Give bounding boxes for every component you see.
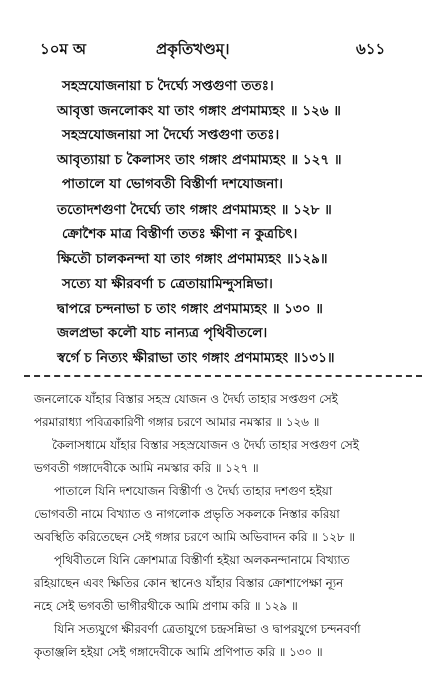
translation-line: কৃতাঞ্জলি হইয়া সেই গঙ্গাদেবীকে আমি প্রণিপাত করি ॥ ১৩০ ॥: [34, 645, 323, 659]
translation-line: নহে সেই ভগবতী ভাগীরথীকে আমি প্রণাম করি ॥ ১২৯ ॥: [34, 599, 298, 613]
translation-line: পাতালে যিনি দশযোজন বিস্তীর্ণা ও দৈর্ঘ্য তাহার দশগুণ হইয়া: [54, 484, 333, 498]
translation-line: অবস্থিতি করিতেছেন সেই গঙ্গার চরণে আমি অভিবাদন করি ॥ ১২৮ ॥: [34, 530, 355, 544]
verse-line: ক্ষিতৌ চালকনন্দা যা তাং গঙ্গাং প্রণমাম্যহং ॥১২৯॥: [57, 251, 328, 267]
chapter-label: ১০ম অ: [40, 40, 87, 58]
verse-line: আবৃত্তা জনলোকং যা তাং গঙ্গাং প্রণমাম্যহং ॥ ১২৬ ॥: [57, 103, 341, 119]
translation-line: ভগবতী গঙ্গাদেবীকে আমি নমস্কার করি ॥ ১২৭ ॥: [34, 461, 259, 475]
verse-line: ততোদশগুণা দৈর্ঘ্যে তাং গঙ্গাং প্রণমাম্যহং ॥ ১২৮ ॥: [57, 202, 332, 218]
translation-line: ভোগবতী নামে বিখ্যাত ও নাগলোক প্রভৃতি সকলকে নিস্তার করিয়া: [34, 507, 340, 521]
translation-line: যিনি সত্যযুগে ক্ষীরবর্ণা ত্রেতাযুগে চন্দ্রসন্নিভা ও দ্বাপরযুগে চন্দনবর্ণা: [54, 622, 361, 636]
translation-line: পরমারাধ্যা পবিত্রকারিণী গঙ্গার চরণে আমার নমস্কার ॥ ১২৬ ॥: [34, 415, 320, 429]
translation-line: জনলোকে যাঁহার বিস্তার সহস্র যোজন ও দৈর্ঘ্য তাহার সপ্তগুণ সেই: [34, 392, 338, 406]
verse-line: আবৃত্যায়া চ কৈলাসং তাং গঙ্গাং প্রণমাম্যহং ॥ ১২৭ ॥: [57, 152, 342, 168]
translation-line: রহিয়াছেন এবং ক্ষিতির কোন স্থানেও যাঁহার বিস্তার ক্রোশাপেক্ষা ন্যূন: [34, 576, 344, 590]
verse-line: স্বর্গে চ নিত্যং ক্ষীরাভা তাং গঙ্গাং প্রণমাম্যহং ॥১৩১॥: [57, 350, 335, 366]
verse-line: ক্রোশৈক মাত্র বিস্তীর্ণা ততঃ ক্ষীণা ন কুত্রচিৎ।: [62, 226, 298, 242]
page-number: ৬১১: [356, 40, 386, 58]
verse-line: সত্যে যা ক্ষীরবর্ণা চ ত্রেতায়ামিন্দুসন্নিভা।: [62, 276, 273, 292]
verse-line: সহস্রযোজনায়া চ দৈর্ঘ্যে সপ্তগুণা ততঃ।: [62, 78, 274, 94]
verse-line: দ্বাপরে চন্দনাভা চ তাং গঙ্গাং প্রণমাম্যহং ॥ ১৩০ ॥: [57, 301, 323, 317]
translation-line: কৈলাসধামে যাঁহার বিস্তার সহস্রযোজন ও দৈর্ঘ্য তাহার সপ্তগুণ সেই: [52, 438, 359, 452]
translation-line: পৃথিবীতলে যিনি ক্রোশমাত্র বিস্তীর্ণা হইয়া অলকনন্দানামে বিখ্যাত: [54, 553, 350, 567]
verse-line: সহস্রযোজনায়া সা দৈর্ঘ্যে সপ্তগুণা ততঃ।: [62, 127, 280, 143]
section-divider: [24, 375, 422, 377]
book-title: প্রকৃতিখণ্ডম্।: [156, 40, 230, 58]
verse-line: পাতালে যা ভোগবতী বিস্তীর্ণা দশযোজনা।: [62, 176, 284, 192]
verse-line: জলপ্রভা কলৌ যাচ নান্যত্র পৃথিবীতলে।: [57, 325, 268, 341]
